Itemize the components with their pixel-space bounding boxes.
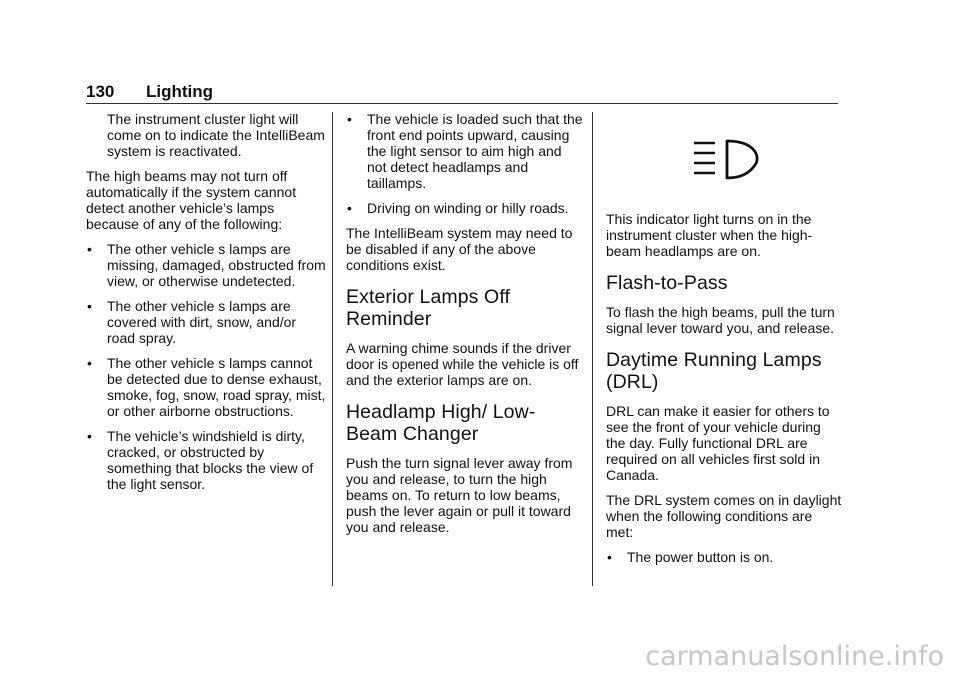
list-item [606, 549, 842, 565]
list-item-text: The vehicle’s windshield is dirty, cracked, or obstructed by something that blocks the view of the light sensor. [107, 428, 314, 492]
column-2 [346, 111, 584, 544]
page-number: 130 [86, 82, 115, 101]
list-item-text: The other vehicle s lamps are missing, damaged, obstructed from view, or otherwise undetected. [107, 241, 326, 289]
heading-headlamp-high-low-beam-changer: Headlamp High/ Low-Beam Changer [346, 401, 536, 445]
list-item [86, 298, 326, 346]
list-item [86, 428, 326, 492]
high-beam-indicator-icon [693, 138, 759, 180]
column-divider-right [592, 112, 593, 586]
header-rule [86, 103, 838, 104]
indicator-figure [606, 111, 842, 211]
beam-changer-paragraph: Push the turn signal lever away from you and release, to turn the high beams on. To return to low beams, push the lever again or pull it toward you and release. [346, 455, 573, 535]
heading-daytime-running-lamps: Daytime Running Lamps (DRL) [606, 349, 822, 393]
high-beam-paragraph: The high beams may not turn off automatically if the system cannot detect another vehicle’s lamps because of any of the following: [86, 168, 297, 232]
column-3 [606, 111, 842, 574]
column-1 [86, 111, 326, 501]
bullet-mark: • [347, 111, 352, 127]
list-item [86, 355, 326, 419]
bullet-mark: • [87, 241, 92, 257]
bullet-mark: • [87, 428, 92, 444]
list-item-text: The vehicle is loaded such that the front end points upward, causing the light sensor to aim high and not detect headlamps and taillamps. [367, 111, 583, 191]
list-item [346, 111, 584, 191]
bullet-mark: • [347, 200, 352, 216]
heading-flash-to-pass: Flash-to-Pass [606, 272, 728, 294]
list-item-text: The power button is on. [627, 549, 774, 565]
list-item [86, 241, 326, 289]
warning-chime-paragraph: A warning chime sounds if the driver door is opened while the vehicle is off and the exterior lamps are on. [346, 340, 579, 388]
intellibeam-disable-paragraph: The IntelliBeam system may need to be disabled if any of the above conditions exist. [346, 225, 573, 273]
reactivated-paragraph: The instrument cluster light will come on to indicate the IntelliBeam system is reactivated. [107, 111, 325, 159]
watermark: carmanualsonline.info [645, 641, 944, 672]
column-divider-left [332, 112, 333, 586]
heading-exterior-lamps-off-reminder: Exterior Lamps Off Reminder [346, 286, 510, 330]
list-item-text: The other vehicle s lamps cannot be detected due to dense exhaust, smoke, fog, snow, road spray, mist, or other airborne obstructions. [107, 355, 326, 419]
page-header [86, 81, 838, 103]
flash-to-pass-paragraph: To flash the high beams, pull the turn signal lever toward you, and release. [606, 304, 835, 336]
drl-paragraph: DRL can make it easier for others to see the front of your vehicle during the day. Fully functional DRL are required on all vehicles first sold in Canada. [606, 403, 830, 483]
list-item [346, 200, 584, 216]
drl-conditions-paragraph: The DRL system comes on in daylight when the following conditions are met: [606, 492, 842, 540]
list-item-text: The other vehicle s lamps are covered with dirt, snow, and/or road spray. [107, 298, 297, 346]
list-item-text: Driving on winding or hilly roads. [367, 200, 569, 216]
bullet-mark: • [87, 355, 92, 371]
bullet-mark: • [607, 549, 612, 565]
indicator-paragraph: This indicator light turns on in the instrument cluster when the high-beam headlamps are on. [606, 211, 813, 259]
bullet-mark: • [87, 298, 92, 314]
section-title: Lighting [146, 82, 214, 101]
